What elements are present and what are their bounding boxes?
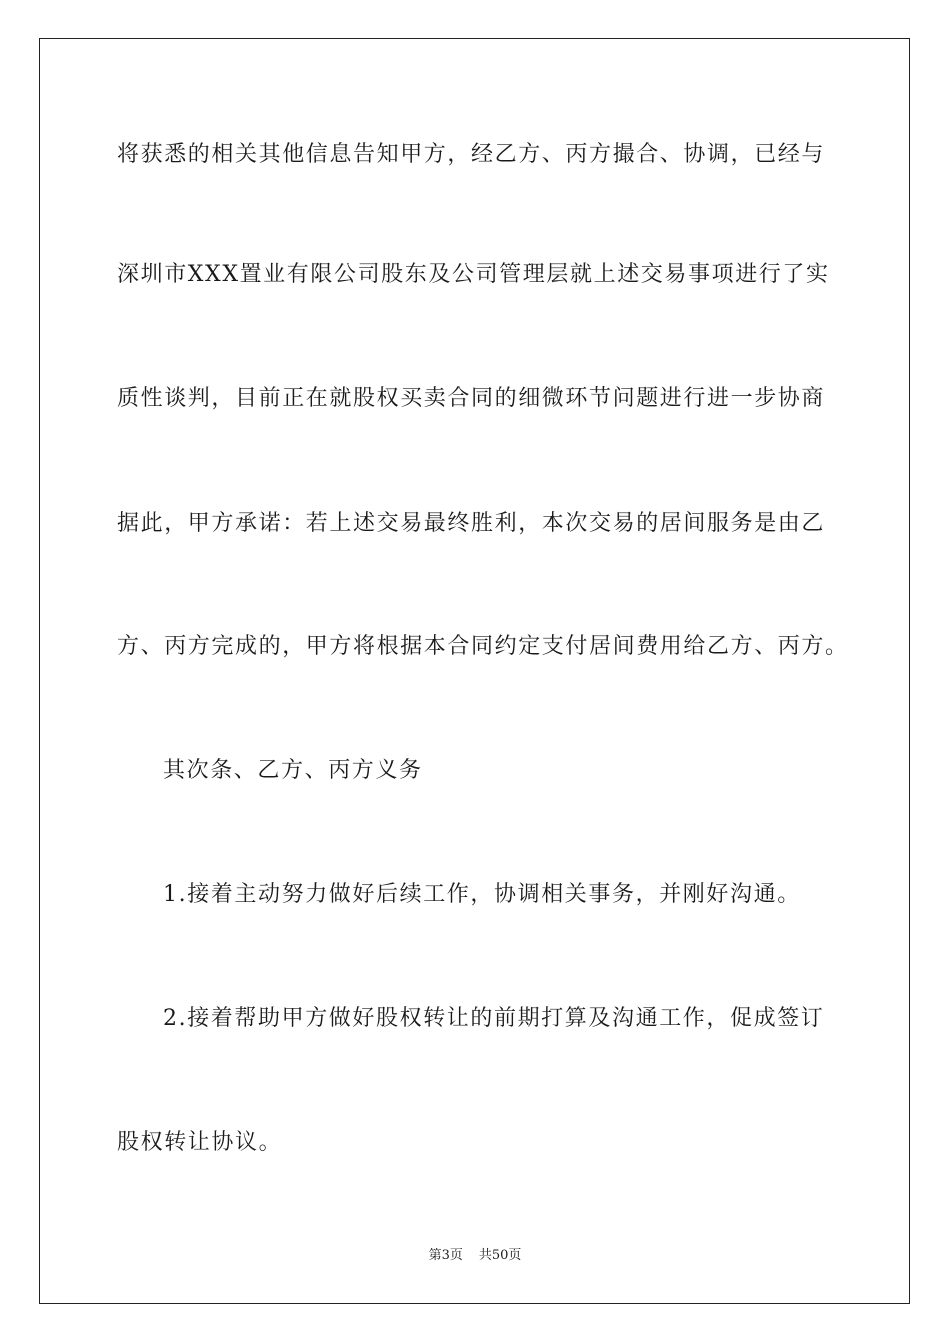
- list-item-2: 2.接着帮助甲方做好股权转让的前期打算及沟通工作，促成签订: [163, 1006, 825, 1031]
- section-heading: 其次条、乙方、丙方义务: [163, 758, 423, 783]
- paragraph-line-2: 深圳市XXX置业有限公司股东及公司管理层就上述交易事项进行了实: [117, 262, 830, 287]
- list-item-1: 1.接着主动努力做好后续工作，协调相关事务，并刚好沟通。: [163, 882, 801, 907]
- paragraph-line-4: 据此，甲方承诺：若上述交易最终胜利，本次交易的居间服务是由乙: [117, 511, 826, 536]
- list-item-2-continuation: 股权转让协议。: [117, 1130, 283, 1155]
- total-pages-label: 共50页: [478, 1248, 522, 1263]
- page-footer: [0, 1247, 950, 1265]
- paragraph-line-5: 方、丙方完成的，甲方将根据本合同约定支付居间费用给乙方、丙方。: [117, 634, 849, 659]
- current-page-label: 第3页: [428, 1248, 463, 1263]
- page-frame: [39, 38, 910, 1304]
- paragraph-line-3: 质性谈判，目前正在就股权买卖合同的细微环节问题进行进一步协商: [117, 386, 826, 411]
- paragraph-line-1: 将获悉的相关其他信息告知甲方，经乙方、丙方撮合、协调，已经与: [117, 142, 826, 167]
